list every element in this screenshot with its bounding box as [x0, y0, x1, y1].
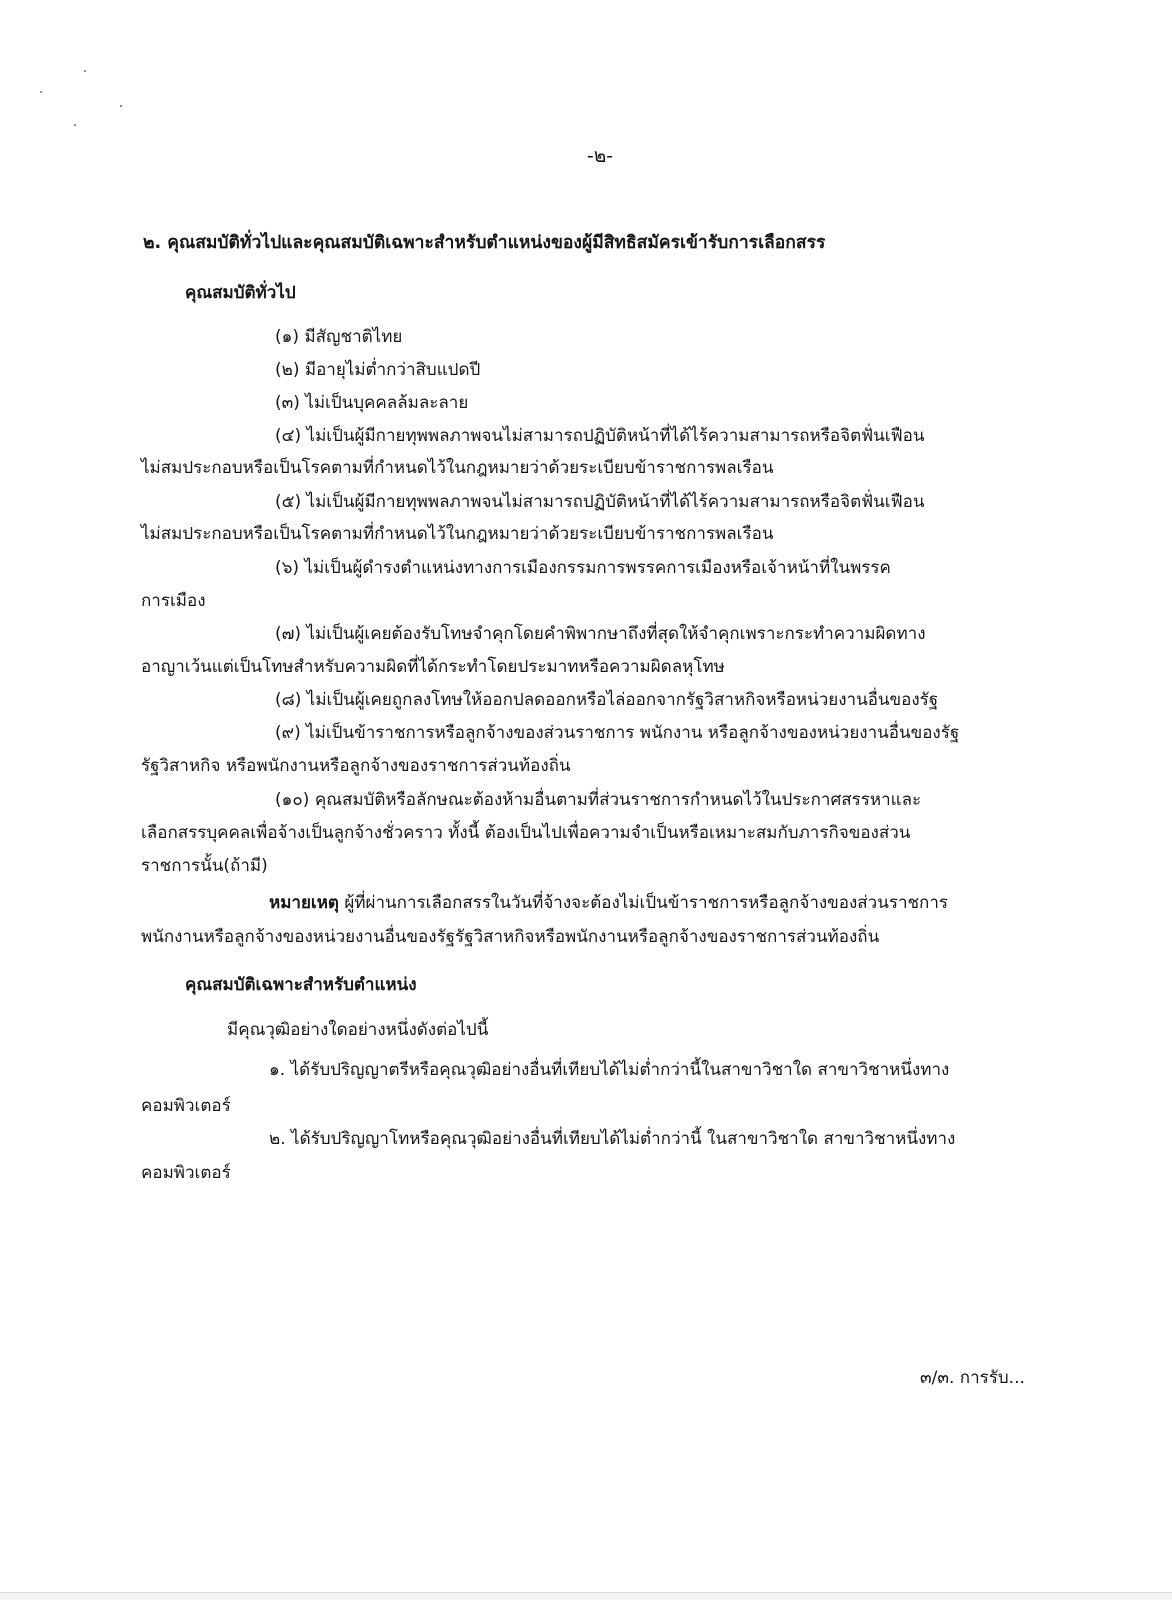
- specific-qualifications-heading: คุณสมบัติเฉพาะสำหรับตำแหน่ง: [185, 975, 417, 995]
- general-item-7-line-1: (๗) ไม่เป็นผู้เคยต้องรับโทษจำคุกโดยคำพิพากษาถึงที่สุดให้จำคุกเพราะกระทำความผิดทาง: [275, 624, 926, 644]
- general-item-5-line-2: ไม่สมประกอบหรือเป็นโรคตามที่กำหนดไว้ในกฎหมายว่าด้วยระเบียบข้าราชการพลเรือน: [141, 524, 774, 544]
- general-item-1: (๑) มีสัญชาติไทย: [275, 327, 403, 347]
- scan-bottom-edge: [0, 1592, 1172, 1600]
- specific-item-2-line-1: ๒. ได้รับปริญญาโทหรือคุณวุฒิอย่างอื่นที่เทียบได้ไม่ต่ำกว่านี้ ในสาขาวิชาใด สาขาวิชาหนึ่งทาง: [269, 1129, 956, 1149]
- general-item-5-line-1: (๕) ไม่เป็นผู้มีกายทุพพลภาพจนไม่สามารถปฏิบัติหน้าที่ได้ไร้ความสามารถหรือจิตฟั่นเฟือน: [275, 492, 925, 512]
- note-line-2: พนักงานหรือลูกจ้างของหน่วยงานอื่นของรัฐรัฐวิสาหกิจหรือพนักงานหรือลูกจ้างของราชการส่วนท้องถิ่น: [141, 927, 880, 947]
- scan-speck: [40, 91, 42, 93]
- general-item-6-line-1: (๖) ไม่เป็นผู้ดำรงตำแหน่งทางการเมืองกรรมการพรรคการเมืองหรือเจ้าหน้าที่ในพรรค: [275, 558, 891, 578]
- general-qualifications-heading: คุณสมบัติทั่วไป: [185, 283, 296, 303]
- note-label: หมายเหตุ: [269, 893, 339, 913]
- page-number: -๒-: [586, 145, 614, 167]
- general-item-7-line-2: อาญาเว้นแต่เป็นโทษสำหรับความผิดที่ได้กระทำโดยประมาทหรือความผิดลหุโทษ: [141, 657, 725, 677]
- general-item-10-line-2: เลือกสรรบุคคลเพื่อจ้างเป็นลูกจ้างชั่วคราว ทั้งนี้ ต้องเป็นไปเพื่อความจำเป็นหรือเหมาะสมกับภารกิจของส่วน: [141, 823, 911, 843]
- section-heading: ๒. คุณสมบัติทั่วไปและคุณสมบัติเฉพาะสำหรับตำแหน่งของผู้มีสิทธิสมัครเข้ารับการเลือกสรร: [143, 233, 826, 253]
- general-item-2: (๒) มีอายุไม่ต่ำกว่าสิบแปดปี: [275, 360, 481, 380]
- general-item-9-line-1: (๙) ไม่เป็นข้าราชการหรือลูกจ้างของส่วนราชการ พนักงาน หรือลูกจ้างของหน่วยงานอื่นของรัฐ: [275, 723, 960, 743]
- specific-intro: มีคุณวุฒิอย่างใดอย่างหนึ่งดังต่อไปนี้: [227, 1020, 489, 1040]
- general-item-10-line-1: (๑๐) คุณสมบัติหรือลักษณะต้องห้ามอื่นตามที่ส่วนราชการกำหนดไว้ในประกาศสรรหาและ: [275, 790, 922, 810]
- general-item-8: (๘) ไม่เป็นผู้เคยถูกลงโทษให้ออกปลดออกหรือไล่ออกจากรัฐวิสาหกิจหรือหน่วยงานอื่นของรัฐ: [275, 690, 939, 710]
- specific-item-2-line-2: คอมพิวเตอร์: [141, 1163, 231, 1183]
- general-item-4-line-1: (๔) ไม่เป็นผู้มีกายทุพพลภาพจนไม่สามารถปฏิบัติหน้าที่ได้ไร้ความสามารถหรือจิตฟั่นเฟือน: [275, 426, 925, 446]
- general-item-6-line-2: การเมือง: [141, 591, 206, 611]
- general-item-9-line-2: รัฐวิสาหกิจ หรือพนักงานหรือลูกจ้างของราชการส่วนท้องถิ่น: [141, 756, 571, 776]
- scan-speck: [74, 124, 76, 126]
- note-line-1: [269, 888, 948, 918]
- general-item-10-line-3: ราชการนั้น(ถ้ามี): [141, 856, 268, 876]
- specific-item-1-line-1: ๑. ได้รับปริญญาตรีหรือคุณวุฒิอย่างอื่นที่เทียบได้ไม่ต่ำกว่านี้ในสาขาวิชาใด สาขาวิชาหนึ่งทาง: [269, 1060, 950, 1080]
- scan-speck: [120, 105, 122, 107]
- specific-item-1-line-2: คอมพิวเตอร์: [141, 1096, 231, 1116]
- scan-speck: [84, 70, 86, 72]
- note-text-1: ผู้ที่ผ่านการเลือกสรรในวันที่จ้างจะต้องไม่เป็นข้าราชการหรือลูกจ้างของส่วนราชการ: [338, 893, 949, 913]
- general-item-4-line-2: ไม่สมประกอบหรือเป็นโรคตามที่กำหนดไว้ในกฎหมายว่าด้วยระเบียบข้าราชการพลเรือน: [141, 458, 774, 478]
- general-item-3: (๓) ไม่เป็นบุคคลล้มละลาย: [275, 393, 469, 413]
- next-page-reference: ๓/๓. การรับ...: [920, 1368, 1025, 1388]
